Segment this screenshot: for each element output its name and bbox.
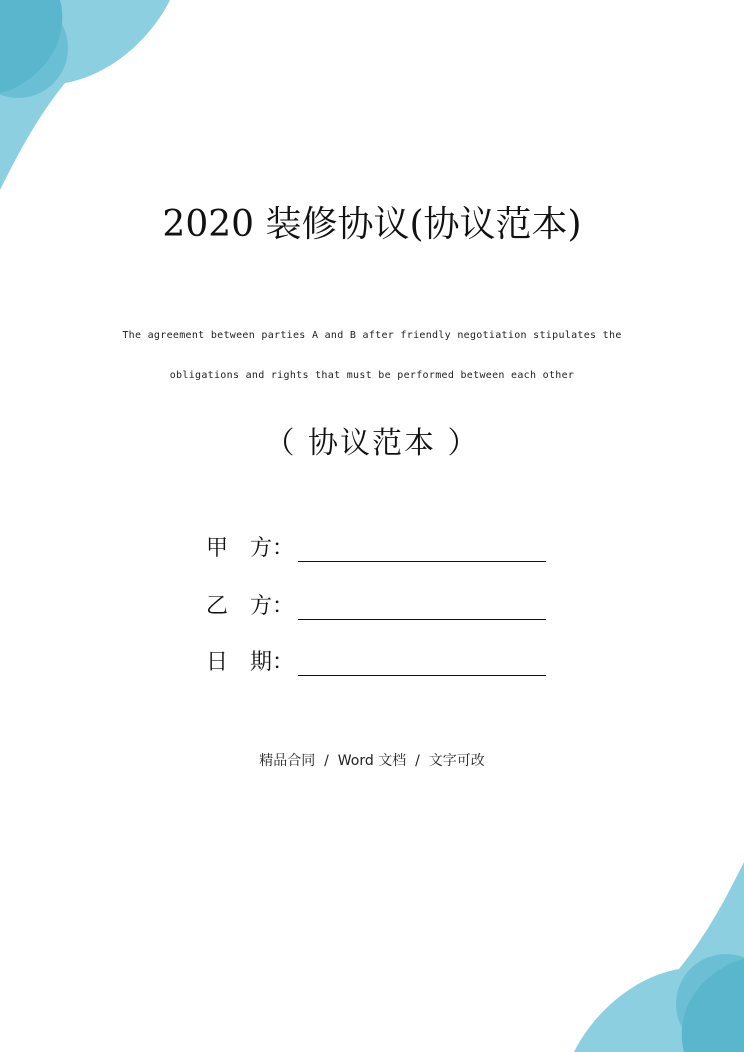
corner-decoration-top-left <box>0 0 170 200</box>
party-b-blank-line[interactable] <box>298 595 546 620</box>
document-title: 2020 装修协议(协议范本) <box>162 204 582 245</box>
date-blank-line[interactable] <box>298 651 546 676</box>
party-b-field <box>206 590 546 620</box>
section-heading: （ 协议范本 ） <box>264 426 480 461</box>
date-field <box>206 646 546 676</box>
party-b-label: 乙 方： <box>206 594 295 619</box>
subtitle-line-1: The agreement between parties A and B after friendly negotiation stipulates the <box>122 330 622 341</box>
party-a-field <box>206 532 546 562</box>
date-label: 日 期： <box>206 650 295 675</box>
document-footer: 精品合同 / Word 文档 / 文字可改 <box>259 753 485 769</box>
corner-decoration-bottom-right <box>574 852 744 1052</box>
subtitle-line-2: obligations and rights that must be performed between each other <box>169 370 575 381</box>
party-a-blank-line[interactable] <box>298 537 546 562</box>
party-a-label: 甲 方： <box>206 536 295 561</box>
